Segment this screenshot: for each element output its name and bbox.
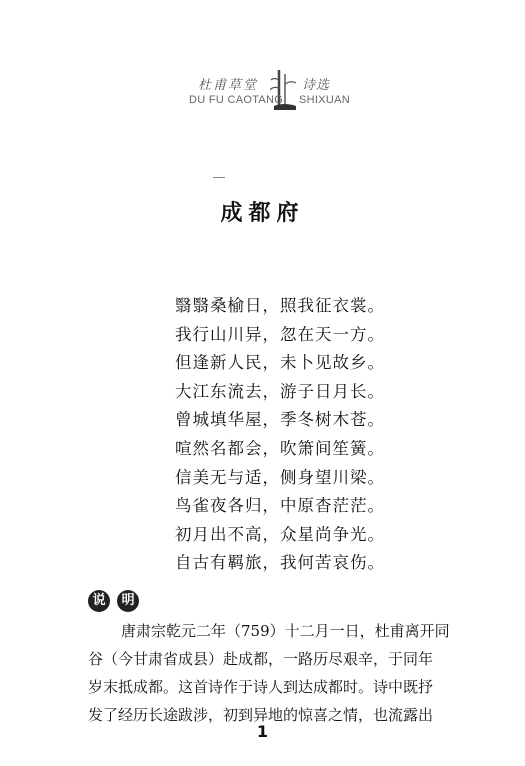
paragraph-line: 发了经历长途跋涉，初到异地的惊喜之情，也流露出 [88,706,434,724]
divider-dash [213,177,225,178]
poem-line: 大江东流去，游子日月长。 [175,381,385,401]
paragraph-line: 唐肃宗乾元二年（759）十二月一日，杜甫离开同 [121,622,450,640]
series-title-english-left: DU FU CAOTANG [189,94,284,106]
poem-line: 喧然名都会，吹箫间笙簧。 [175,438,385,458]
explanation-badge-char: 说 [88,590,110,612]
poem-line: 鸟雀夜各归，中原杳茫茫。 [175,496,385,516]
page-number: 1 [256,722,269,741]
page-footer [0,721,525,741]
poem-line: 翳翳桑榆日，照我征衣裳。 [175,296,385,315]
explanation-heading [88,589,141,612]
poem-line: 信美无与适，侧身望川梁。 [175,467,385,487]
series-title-chinese-left: 杜甫草堂 [198,78,259,93]
paragraph-line: 谷（今甘肃省成县）赴成都，一路历尽艰辛，于同年 [88,650,434,668]
explanation-badge-char: 明 [117,590,139,612]
poem-line: 初月出不高，众星尚争光。 [175,524,385,544]
poem-line: 但逢新人民，未卜见故乡。 [175,353,385,373]
series-title-english-right: SHIXUAN [299,94,350,106]
paragraph-line: 岁末抵成都。这首诗作于诗人到达成都时。诗中既抒 [88,678,434,696]
poem-title: 成都府 [220,201,305,226]
poem-line: 曾城填华屋，季冬树木苍。 [175,410,385,430]
poem-line: 自古有羁旅，我何苦哀伤。 [175,553,385,573]
series-title-chinese-right: 诗选 [302,78,331,93]
poem-body [175,292,385,578]
book-series-header [0,68,525,118]
poem-line: 我行山川异，忽在天一方。 [175,324,385,344]
explanation-paragraph [88,617,488,729]
